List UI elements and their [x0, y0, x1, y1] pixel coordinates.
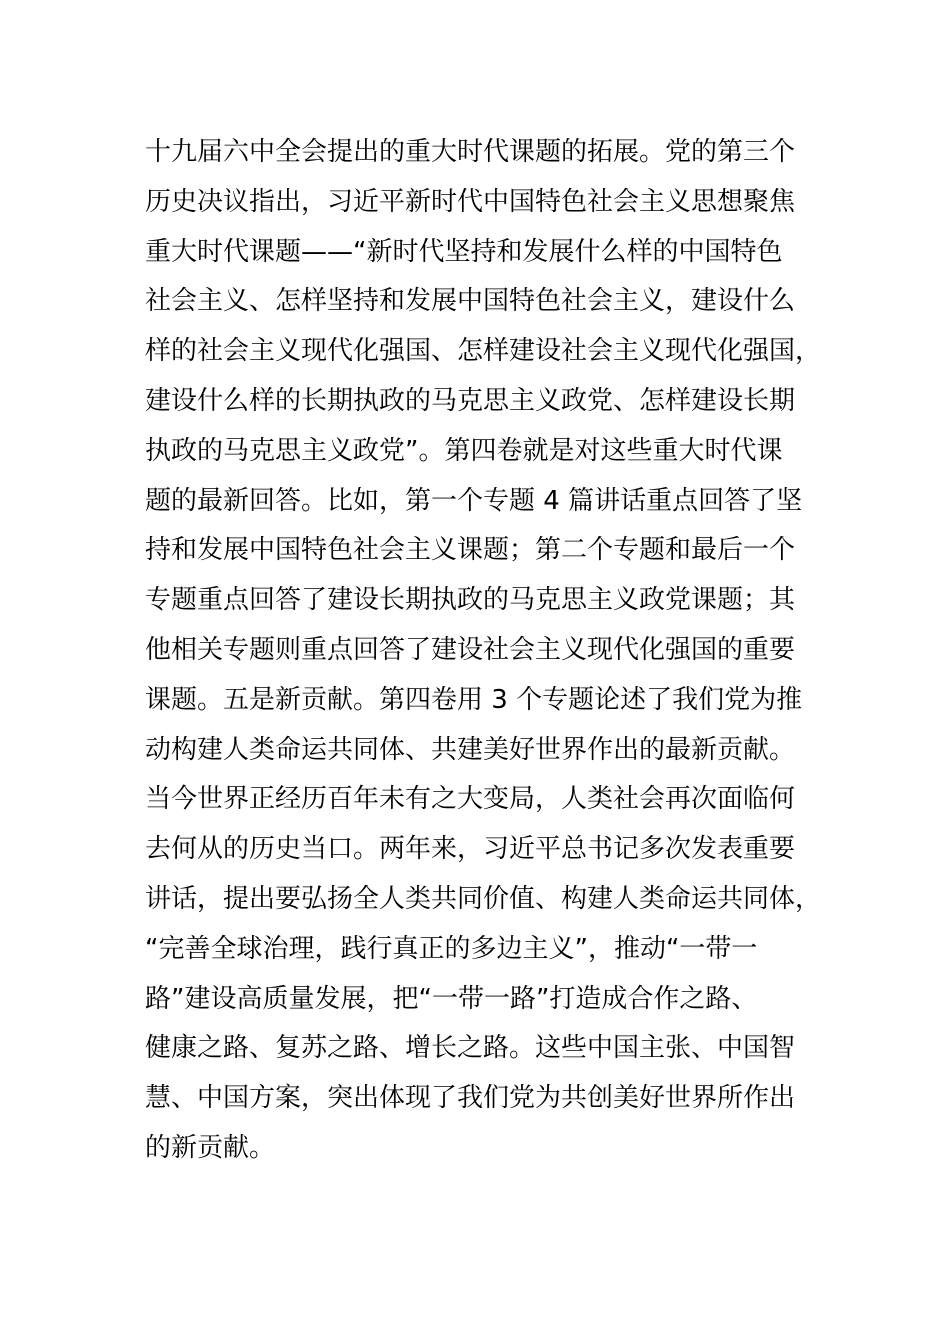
- text-line: 题的最新回答。比如，第一个专题 4 篇讲话重点回答了坚: [145, 485, 803, 516]
- body-paragraph: [145, 128, 825, 1174]
- text-line: 专题重点回答了建设长期执政的马克思主义政党课题；其: [145, 585, 796, 616]
- text-line: 的新贡献。: [145, 1132, 276, 1163]
- text-line: 他相关专题则重点回答了建设社会主义现代化强国的重要: [145, 634, 796, 665]
- text-line: 持和发展中国特色社会主义课题；第二个专题和最后一个: [145, 535, 796, 566]
- text-line: 去何从的历史当口。两年来，习近平总书记多次发表重要: [145, 834, 796, 865]
- text-line: 社会主义、怎样坚持和发展中国特色社会主义，建设什么: [145, 286, 796, 317]
- text-line: 动构建人类命运共同体、共建美好世界作出的最新贡献。: [145, 734, 796, 765]
- text-line: 建设什么样的长期执政的马克思主义政党、怎样建设长期: [145, 385, 796, 416]
- text-line: 健康之路、复苏之路、增长之路。这些中国主张、中国智: [145, 1033, 796, 1064]
- text-line: 历史决议指出，习近平新时代中国特色社会主义思想聚焦: [145, 186, 796, 217]
- text-line: 十九届六中全会提出的重大时代课题的拓展。党的第三个: [145, 137, 796, 167]
- text-line: “完善全球治理，践行真正的多边主义”，推动“一带一: [145, 933, 758, 964]
- text-line: 当今世界正经历百年未有之大变局，人类社会再次面临何: [145, 784, 796, 815]
- text-line: 样的社会主义现代化强国、怎样建设社会主义现代化强国，: [145, 336, 822, 367]
- text-line: 慧、中国方案，突出体现了我们党为共创美好世界所作出: [145, 1083, 796, 1114]
- text-line: 课题。五是新贡献。第四卷用 3 个专题论述了我们党为推: [145, 684, 803, 715]
- text-line: 执政的马克思主义政党”。第四卷就是对这些重大时代课: [145, 435, 783, 466]
- text-line: 路”建设高质量发展，把“一带一路”打造成合作之路、: [145, 983, 758, 1014]
- text-line: 重大时代课题——“新时代坚持和发展什么样的中国特色: [145, 236, 783, 267]
- text-line: 讲话，提出要弘扬全人类共同价值、构建人类命运共同体，: [145, 883, 822, 914]
